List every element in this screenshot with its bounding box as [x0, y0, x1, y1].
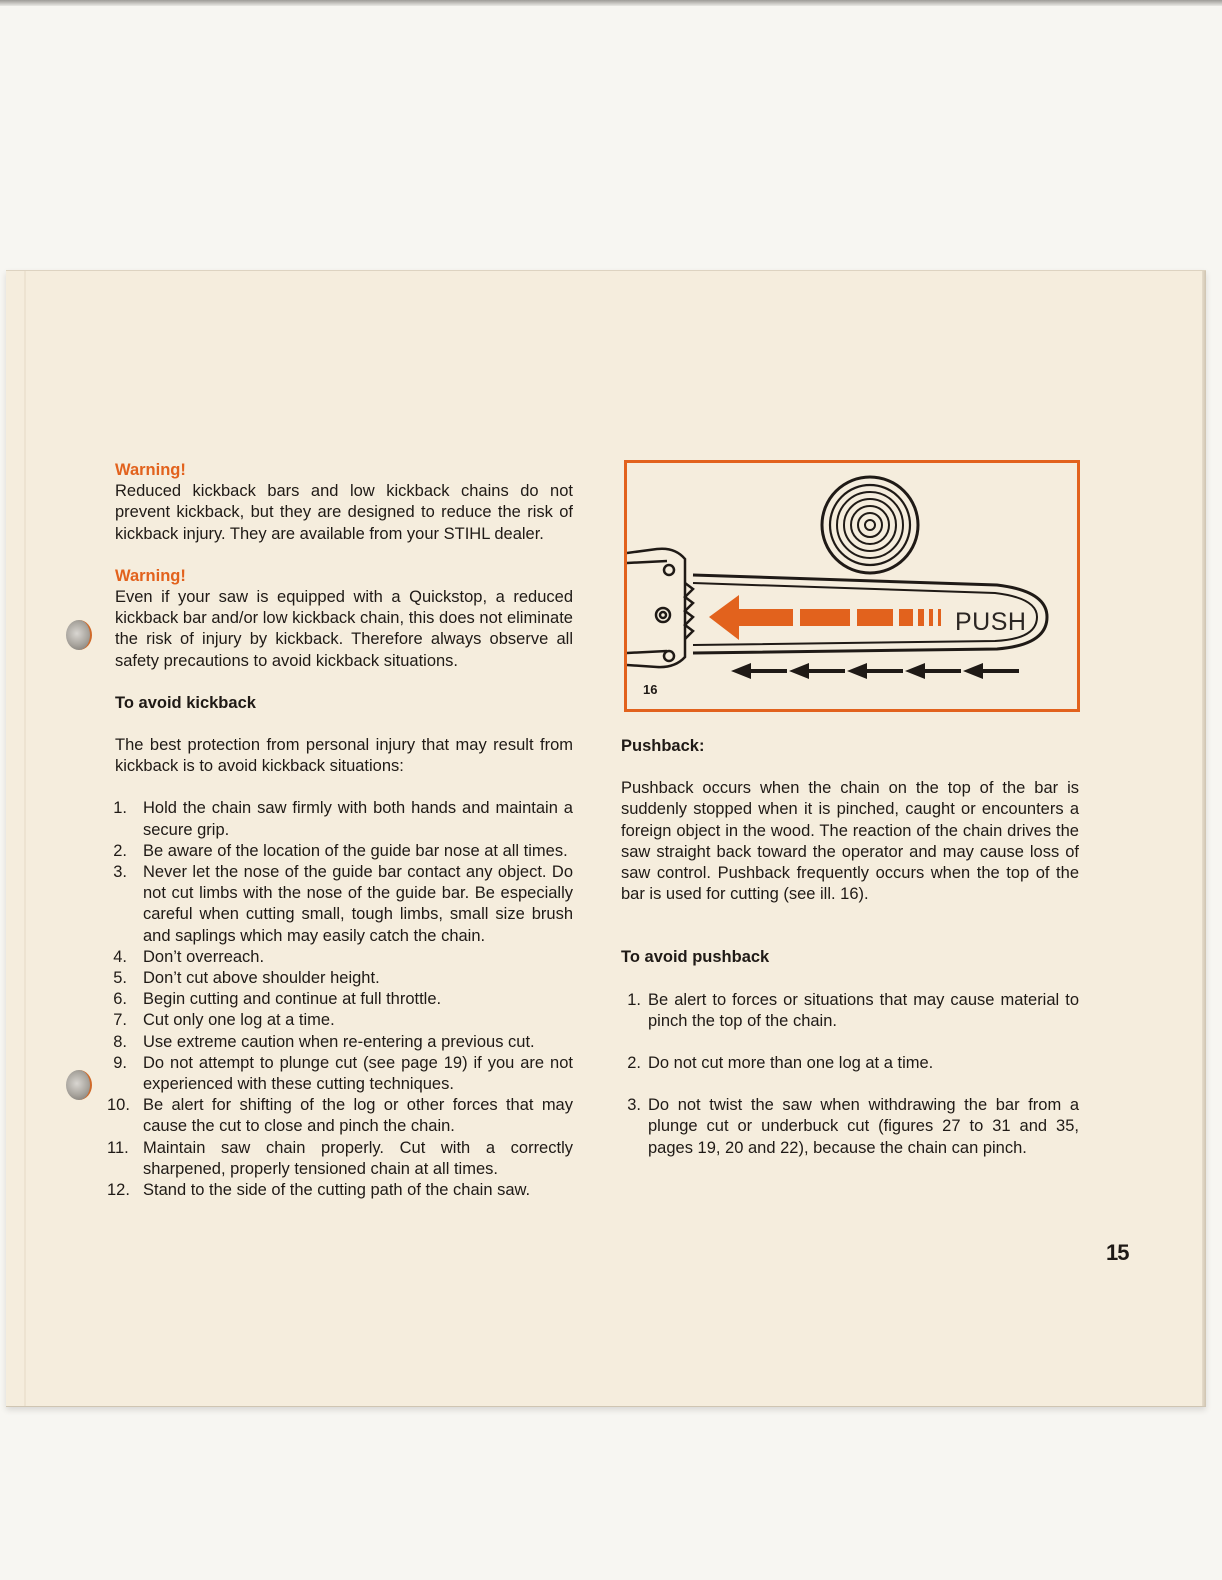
list-item: 7. Cut only one log at a time.	[113, 1011, 335, 1030]
page-fold-line	[24, 271, 26, 1406]
chain-direction-arrows-icon	[731, 663, 1019, 679]
push-arrow-icon	[709, 595, 941, 640]
list-item: 2. Be aware of the location of the guide bar nose at all times.	[113, 841, 568, 860]
section-heading-avoid-kickback: To avoid kickback	[115, 693, 256, 712]
list-item: 3. Never let the nose of the guide bar contact any object. Do not cut limbs with the nose of the guide bar. Be especially careful when cutting small, tough limbs, small size brush and saplings which may easily catch the chain.	[113, 863, 573, 945]
left-column	[107, 460, 573, 1201]
warning-text: Even if your saw is equipped with a Quickstop, a reduced kickback bar and/or low kickback chain, this does not eliminate the risk of injury by kickback. Therefore always observe all safety precautions to avoid kickback situations.	[115, 588, 573, 670]
list-item: 9. Do not attempt to plunge cut (see page 19) if you are not experienced with these cutting techniques.	[113, 1053, 573, 1094]
figure-number: 16	[643, 682, 658, 697]
binder-hole-icon	[66, 1070, 92, 1100]
page-number: 15	[1106, 1240, 1129, 1265]
log-icon	[822, 477, 918, 573]
push-label: PUSH	[955, 608, 1027, 636]
warning-title: Warning!	[115, 461, 186, 479]
scan-top-edge	[0, 0, 1222, 6]
pushback-list	[621, 990, 1079, 1159]
intro-paragraph: The best protection from personal injury that may result from kickback is to avoid kickback situations:	[115, 736, 573, 776]
list-item: 2. Do not cut more than one log at a time.	[627, 1054, 934, 1073]
list-item: 4. Don’t overreach.	[113, 947, 265, 966]
binder-hole-icon	[66, 620, 92, 650]
section-heading-avoid-pushback: To avoid pushback	[621, 948, 770, 967]
warning-block	[115, 566, 573, 672]
right-column	[621, 736, 1079, 1159]
list-item: 11. Maintain saw chain properly. Cut with a correctly sharpened, properly tensioned chain at all times.	[107, 1138, 573, 1178]
warning-text: Reduced kickback bars and low kickback chains do not prevent kickback, but they are designed to reduce the risk of kickback injury. They are available from your STIHL dealer.	[115, 482, 573, 543]
list-item: 1. Hold the chain saw firmly with both hands and maintain a secure grip.	[113, 799, 573, 839]
list-item: 10. Be alert for shifting of the log or other forces that may cause the cut to close and pinch the chain.	[107, 1096, 573, 1136]
saw-body-icon	[627, 549, 693, 667]
chainsaw-pushback-drawing	[627, 463, 1077, 709]
section-heading-pushback: Pushback:	[621, 737, 705, 755]
kickback-list	[107, 798, 573, 1201]
page-edge	[1202, 271, 1206, 1406]
pushback-illustration	[624, 460, 1080, 712]
warning-title: Warning!	[115, 566, 186, 585]
list-item: 8. Use extreme caution when re-entering a previous cut.	[113, 1032, 535, 1051]
list-item: 12. Stand to the side of the cutting path of the chain saw.	[107, 1181, 531, 1200]
list-item: 6. Begin cutting and continue at full throttle.	[113, 990, 442, 1009]
list-item: 3. Do not twist the saw when withdrawing the bar from a plunge cut or underbuck cut (figures 27 to 31 and 35, pages 19, 20 and 22), because the chain can pinch.	[627, 1096, 1079, 1157]
list-item: 5. Don’t cut above shoulder height.	[113, 969, 380, 988]
warning-block	[115, 460, 573, 545]
pushback-paragraph: Pushback occurs when the chain on the top of the bar is suddenly stopped when it is pinched, caught or encounters a foreign object in the wood. The reaction of the chain drives the saw straight back toward the operator and may cause loss of saw control. Pushback frequently occurs when the top of the bar is used for cutting (see ill. 16).	[621, 779, 1079, 904]
list-item: 1. Be alert to forces or situations that may cause material to pinch the top of the chain.	[627, 990, 1079, 1030]
